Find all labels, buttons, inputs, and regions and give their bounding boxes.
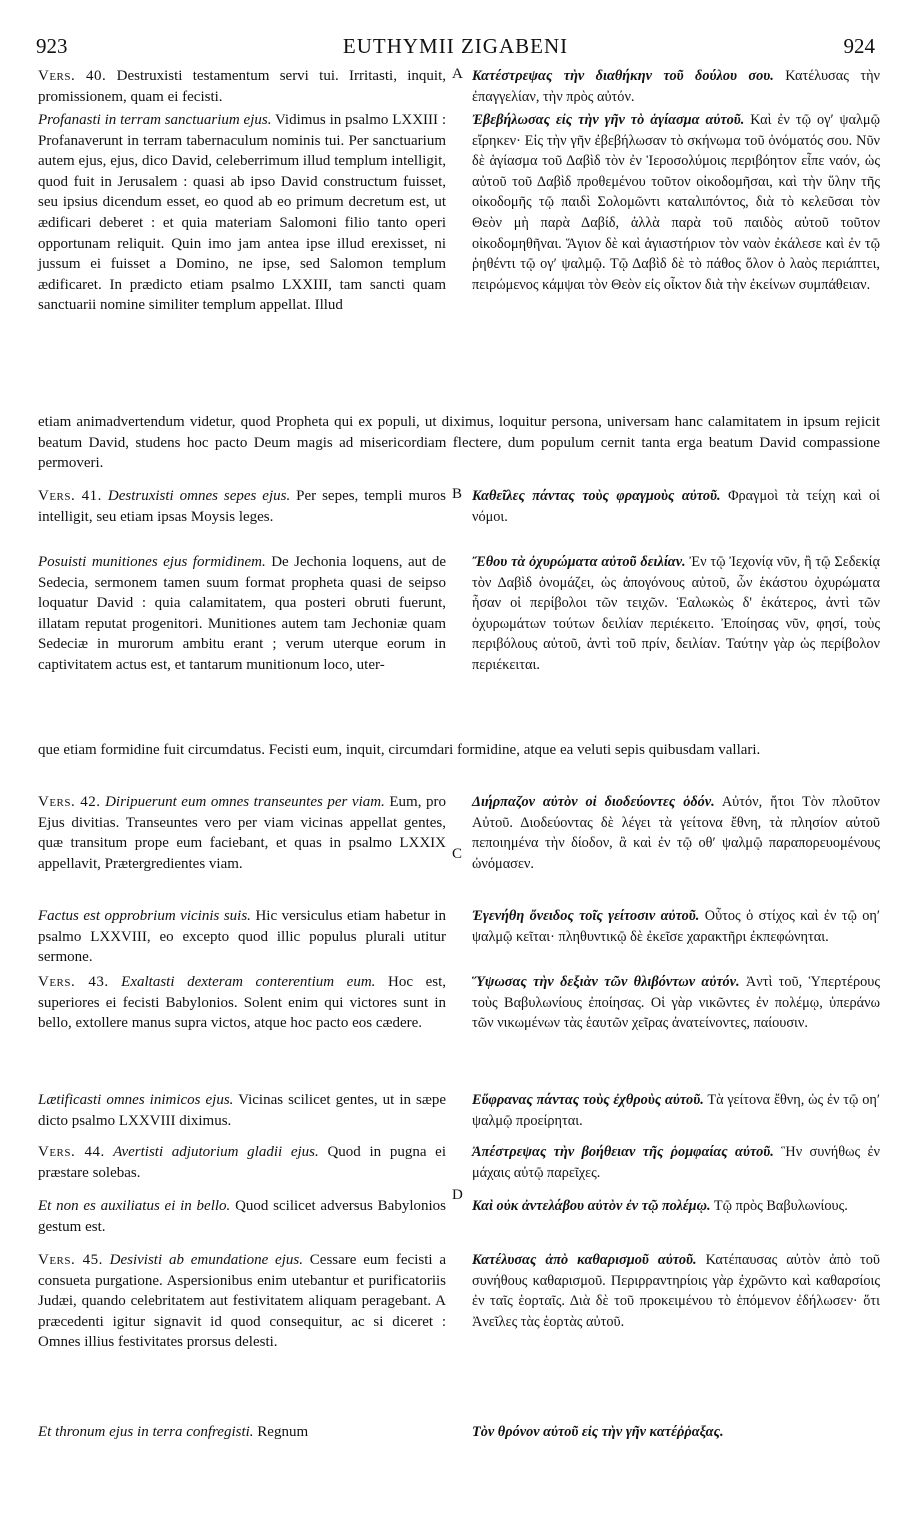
commentary-text: Φραγμοὶ τὰ τείχη καὶ οἱ νόμοι. [472, 488, 880, 525]
commentary-text: Vicinas scilicet gentes, ut in sæpe dicto psalmo LXXVIII diximus. [38, 1092, 446, 1129]
greek-thronum [472, 1422, 880, 1443]
commentary-text: Hoc est, superiores ei fecisti Babylonios. Solent enim qui victores sunt in bello, extollere manus supra victos, atque hoc pacto eos cædere. [38, 974, 446, 1032]
full-width-latin-continuation [38, 412, 880, 474]
latin-posuisti [38, 552, 446, 676]
lemma: Et thronum ejus in terra confregisti. [38, 1424, 254, 1440]
page-header [28, 34, 883, 58]
lemma: Καὶ οὐκ ἀντελάβου αὐτὸν ἐν τῷ πολέμῳ. [472, 1198, 711, 1214]
latin-verse-45 [38, 1250, 446, 1353]
latin-thronum [38, 1422, 446, 1443]
greek-laetificasti [472, 1090, 880, 1131]
verse-label: Vers. 41. [38, 488, 102, 504]
latin-laetificasti [38, 1090, 446, 1131]
commentary-text: Κατέπαυσας αὐτὸν ἀπὸ τοῦ συνήθους καθαρισμοῦ. Περιρραντηρίοις γὰρ ἐχρῶντο καὶ καθαρσίοις ἐν ταῖς ἑορταῖς. Διὰ δὲ τοῦ προκειμένου τὸ ἑπόμενον ἐδήλωσεν· ὅτι Ἀνεῖλες τὰς ἑορτὰς αὐτοῦ. [472, 1252, 881, 1330]
commentary-text: Ἀντὶ τοῦ, Ὑπερτέρους τοὺς Βαβυλωνίους ἐποίησας. Οἱ γὰρ νικῶντες ἐν πολέμῳ, ὑπεράνω τῶν νικωμένων τὰς ἑαυτῶν χεῖρας ἀνατείνοντες, παίουσιν. [472, 974, 880, 1032]
commentary-text: Κατέλυσας τὴν ἐπαγγελίαν, τὴν πρὸς αὐτόν. [472, 68, 881, 105]
commentary-text: Quod in pugna ei præstare solebas. [38, 1144, 446, 1181]
commentary-text: Eum, pro Ejus divitias. Transeuntes vero per viam vicinas appellat gentes, quæ transitum prope eum faciebant, et quas in psalmo LXXIX appellavit, Prætergredientes viam. [38, 794, 446, 872]
commentary-text: De Jechonia loquens, aut de Sedecia, sermonem tamen suum format propheta quasi de seipso loquatur David : quia calamitatem, qua posteri obruti fuerunt, illatam reputat progenitori. Munitiones autem tam Jechoniæ quam Sedeciæ in murorum ambitu erant ; verum uterque eorum in captivitatem actus est, et tantarum munitionum loco, uter- [38, 554, 446, 673]
commentary-text: Vidimus in psalmo LXXIII : Profanaverunt in terram tabernaculum nominis tui. Per sanctuarium autem ejus, ejus, dico David, celeberrimum illud templum intelligit, quod fuit in Jerusalem : quasi ab ipso David constructum fuisset, seu ipsius dicendum esset, eo quod ab eo primum decretum est, ut ædificari deberet : et quia materiam Salomoni filio tanto operi opportunam reliquit. Quin imo jam antea ipse illud erexisset, ni jussum ei fuisset a Domino, ne ipse, sed Salomon templum ædificaret. In prædicto etiam psalmo LXXIII, tam sancti quam sanctuarii nomine similiter templum appellat. Illud [38, 112, 446, 314]
commentary-text: Ἣν συνήθως ἐν μάχαις αὐτῷ παρεῖχες. [472, 1144, 880, 1181]
greek-profanasti [472, 110, 880, 295]
verse-label: Vers. 42. [38, 794, 101, 810]
latin-non-es-auxiliatus [38, 1196, 446, 1237]
margin-letter-b: B [452, 486, 463, 502]
latin-verse-43 [38, 972, 446, 1034]
commentary-text: Καὶ ἐν τῷ ογʹ ψαλμῷ εἴρηκεν· Εἰς τὴν γῆν ἐβεβήλωσαν τὸ σκήνωμα τοῦ ὀνόματός σου. Νῦν δὲ ἁγίασμα τοῦ Δαβὶδ τὸν ἐν Ἱεροσολύμοις περιβόητον εἶπε ναόν, ὡς αὐτοῦ τοῦ Δαβὶδ προθεμένου τοῦτον οἰκοδομῆσαι, καὶ τὴν ὕλην τῆς οἰκοδομῆς τῷ παιδὶ Σολομῶντι καταλιπόντος, διὰ τὸ κελεῦσαι τὸν Θεὸν μὴ παρὰ Δαβίδ, ἀλλὰ παρὰ τοῦ παιδὸς αὐτοῦ τοῦτον οἰκοδομηθῆναι. Ἅγιον δὲ καὶ ἁγιαστήριον τὸν ναὸν ἐκάλεσε καὶ ἐν τῷ ῥηθέντι τῷ ογʹ ψαλμῷ. Τῷ Δαβὶδ δὲ τὸ πάθος ὅλον ὁ λαὸς περιάπτει, πειρώμενος κάμψαι τὸν Θεὸν εἰς οἶκτον διὰ τὴν ἐκείνων συμπάθειαν. [472, 112, 881, 293]
latin-factus [38, 906, 446, 968]
greek-verse-40 [472, 66, 880, 107]
lemma: Διήρπαζον αὐτὸν οἱ διοδεύοντες ὁδόν. [472, 794, 715, 810]
commentary-text: etiam animadvertendum videtur, quod Propheta qui ex populi, ut diximus, loquitur persona, universam hanc calamitatem in ipsum rejicit beatum David, studens hoc pacto Deum magis ad misericordiam flectere, dum populum cernit tanta erga beatum David compassione permoveri. [38, 414, 880, 472]
lemma: Posuisti munitiones ejus formidinem. [38, 554, 266, 570]
greek-verse-42 [472, 792, 880, 874]
page-number-right: 924 [843, 34, 875, 58]
lemma: Diripuerunt eum omnes transeuntes per viam. [100, 794, 385, 810]
verse-label: Vers. 45. [38, 1252, 103, 1268]
lemma: Ἀπέστρεψας τὴν βοήθειαν τῆς ῥομφαίας αὐτοῦ. [472, 1144, 774, 1160]
lemma: Exaltasti dexteram conterentium eum. [108, 974, 376, 990]
latin-verse-40 [38, 66, 446, 107]
commentary-text: Quod scilicet adversus Babylonios gestum est. [38, 1198, 446, 1235]
commentary-text: Per sepes, templi muros intelligit, seu etiam ipsas Moysis leges. [38, 488, 446, 525]
latin-verse-42 [38, 792, 446, 874]
commentary-text: Hic versiculus etiam habetur in psalmo LXXVIII, eo excepto quod illic populus plurali utitur sermone. [38, 908, 446, 966]
full-width-latin-continuation-2 [38, 740, 880, 761]
commentary-text: Τὰ γείτονα ἔθνη, ὡς ἐν τῷ οηʹ ψαλμῷ προείρηται. [472, 1092, 880, 1129]
verse-label: Vers. 44. [38, 1144, 105, 1160]
commentary-text: que etiam formidine fuit circumdatus. Fecisti eum, inquit, circumdari formidine, atque ea veluti sepis quibusdam vallari. [38, 742, 761, 758]
commentary-text: Cessare eum fecisti a consueta purgatione. Aspersionibus enim utebantur et purificatoriis Judæi, quando celebritatem aut festivitatem aliquam peragebant. A præcedenti igitur signavit id quod consequitur, ac si diceret : Omnes illius festivitates prorsus delesti. [38, 1252, 446, 1351]
greek-verse-45 [472, 1250, 880, 1332]
lemma: Lætificasti omnes inimicos ejus. [38, 1092, 234, 1108]
lemma: Κατέλυσας ἀπὸ καθαρισμοῦ αὐτοῦ. [472, 1252, 697, 1268]
lemma: Avertisti adjutorium gladii ejus. [104, 1144, 319, 1160]
commentary-text: Τῷ πρὸς Βαβυλωνίους. [710, 1198, 848, 1214]
latin-verse-44 [38, 1142, 446, 1183]
lemma: Ἐβεβήλωσας εἰς τὴν γῆν τὸ ἁγίασμα αὐτοῦ. [472, 112, 745, 128]
page-number-left: 923 [36, 34, 68, 58]
verse-text: Destruxisti testamentum servi tui. Irritasti, inquit, promissionem, quam ei fecisti. [38, 68, 446, 105]
greek-factus [472, 906, 880, 947]
latin-profanasti [38, 110, 446, 316]
lemma: Factus est opprobrium vicinis suis. [38, 908, 251, 924]
lemma: Κατέστρεψας τὴν διαθήκην τοῦ δούλου σου. [472, 68, 774, 84]
margin-letter-a: A [452, 66, 463, 82]
lemma: Ὕψωσας τὴν δεξιὰν τῶν θλιβόντων αὐτόν. [472, 974, 740, 990]
lemma: Τὸν θρόνον αὐτοῦ εἰς τὴν γῆν κατέῤῥαξας. [472, 1424, 724, 1440]
greek-verse-41 [472, 486, 880, 527]
lemma: Ἐγενήθη ὄνειδος τοῖς γείτοσιν αὐτοῦ. [472, 908, 700, 924]
lemma: Profanasti in terram sanctuarium ejus. [38, 112, 272, 128]
verse-label: Vers. 40. [38, 68, 107, 84]
commentary-text: Regnum [253, 1424, 309, 1440]
lemma: Destruxisti omnes sepes ejus. [101, 488, 291, 504]
lemma: Εὔφρανας πάντας τοὺς ἐχθροὺς αὐτοῦ. [472, 1092, 704, 1108]
greek-verse-43 [472, 972, 880, 1034]
commentary-text: Ἐν τῷ Ἰεχονίᾳ νῦν, ἢ τῷ Σεδεκίᾳ τὸν Δαβὶδ ὀνομάζει, ὡς ἀπογόνους αὐτοῦ, ὧν ἑκάστου ὀχυρώματα ἦσαν οἱ περίβολοι τῶν τειχῶν. Ἑαλωκὼς δ' ἑκάτερος, ἀντὶ τῶν ὀχυρωμάτων τούτων δειλίαν περιέκειτο. Ἐποίησας νῦν, φησί, τοὺς περιβόλους αὐτοῦ, ἀντὶ τοῦ πρίν, δειλίαν. Ταύτην γὰρ ὡς περίβολον περιέκειται. [472, 554, 880, 673]
lemma: Ἔθου τὰ ὀχυρώματα αὐτοῦ δειλίαν. [472, 554, 686, 570]
greek-verse-44 [472, 1142, 880, 1183]
running-title: EUTHYMII ZIGABENI [342, 34, 569, 58]
greek-non-es-auxiliatus [472, 1196, 880, 1217]
margin-letter-d: D [452, 1187, 463, 1203]
lemma: Desivisti ab emundatione ejus. [102, 1252, 303, 1268]
lemma: Καθεῖλες πάντας τοὺς φραγμοὺς αὐτοῦ. [472, 488, 721, 504]
commentary-text: Αὐτόν, ἤτοι Τὸν πλοῦτον Αὐτοῦ. Διοδεύοντας δὲ λέγει τὰ γείτονα ἔθνη, τὰ πλησίον αὐτοῦ πεποιημένα τὴν δίοδον, ἃ καὶ ἐν τῷ οθʹ ψαλμῷ παραπορευομένους ὠνόμασεν. [472, 794, 880, 872]
greek-posuisti [472, 552, 880, 676]
commentary-text: Οὗτος ὁ στίχος καὶ ἐν τῷ οηʹ ψαλμῷ κεῖται· πληθυντικῷ δὲ ἐκεῖσε χαρακτῆρι ἐκπεφώνηται. [472, 908, 880, 945]
verse-label: Vers. 43. [38, 974, 109, 990]
latin-verse-41 [38, 486, 446, 527]
lemma: Et non es auxiliatus ei in bello. [38, 1198, 231, 1214]
margin-letter-c: C [452, 846, 463, 862]
